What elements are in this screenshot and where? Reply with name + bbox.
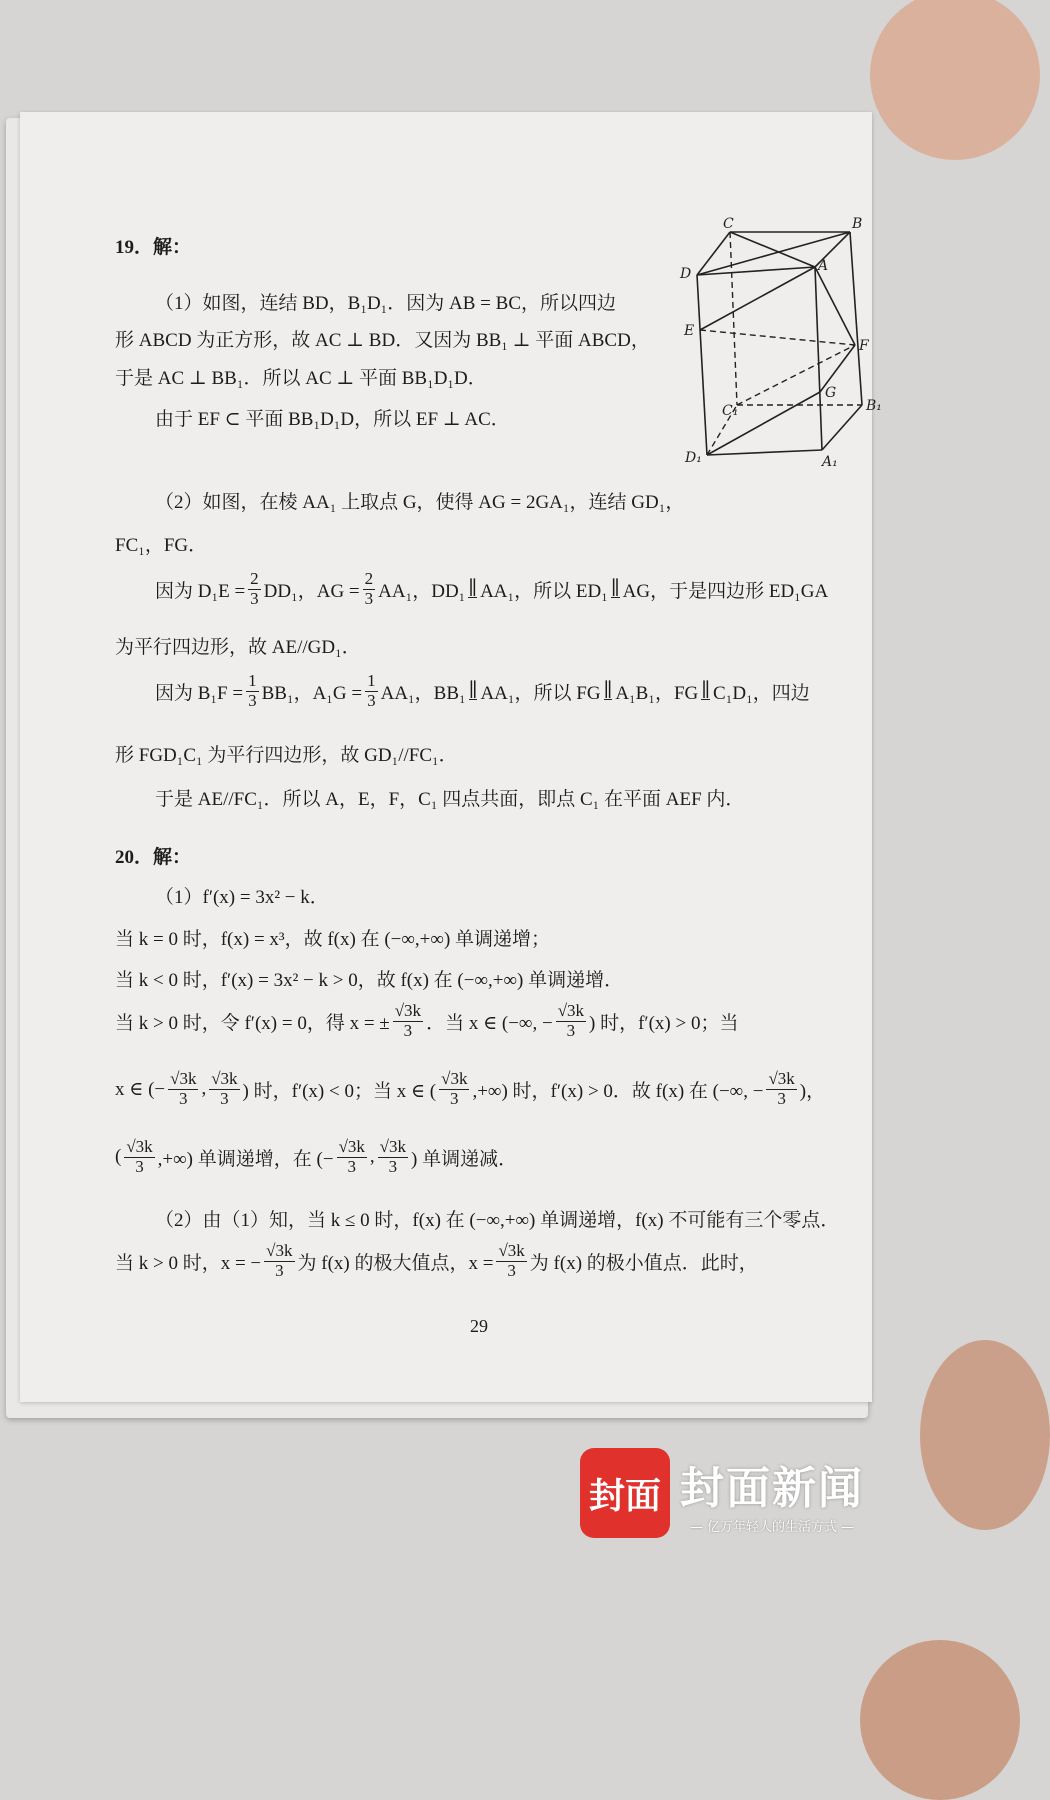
logo-badge: 封面 <box>580 1448 670 1538</box>
label-G: G <box>825 385 837 401</box>
text-run: 当 k < 0 时，f′(x) = 3x² − k > 0，故 f(x) 在 (−∞,+∞) 单调递增． <box>115 970 624 991</box>
q19-line <box>155 288 616 315</box>
denominator: 3 <box>777 1088 786 1108</box>
fraction <box>337 1138 367 1176</box>
numerator: √3k <box>441 1069 468 1088</box>
label-A1: A₁ <box>822 454 838 470</box>
q19-line <box>155 570 828 608</box>
q20-line <box>115 965 623 992</box>
numerator: 2 <box>364 569 374 588</box>
label-D1: D₁ <box>685 450 702 466</box>
text-run: AA₁，所以 FG <box>480 682 601 704</box>
fraction <box>766 1070 796 1108</box>
denominator: 3 <box>347 1156 356 1176</box>
denominator: 3 <box>388 1156 398 1176</box>
text-run: 于是 AE//FC₁．所以 A，E，F，C₁ 四点共面，即点 C₁ 在平面 AEF 内． <box>155 789 745 810</box>
q20-line <box>155 882 329 909</box>
label-C1: C₁ <box>722 403 739 419</box>
text-run: 当 k = 0 时，f(x) = x³，故 f(x) 在 (−∞,+∞) 单调递增； <box>115 929 551 950</box>
fraction <box>496 1242 526 1280</box>
denominator: 3 <box>450 1088 459 1108</box>
denominator: 3 <box>250 588 259 608</box>
numerator: 1 <box>248 671 257 690</box>
text-run: C₁D₁，四边 <box>713 682 810 704</box>
text-run: 于是 AC ⊥ BB₁．所以 AC ⊥ 平面 BB₁D₁D． <box>115 368 487 389</box>
denominator: 3 <box>364 588 374 608</box>
text-run: ) 时，f′(x) < 0；当 x ∈ ( <box>242 1080 437 1102</box>
q20-line <box>115 1138 517 1176</box>
finger-right <box>920 1340 1050 1530</box>
label-D: D <box>680 266 692 282</box>
text-run: （1）如图，连结 BD，B₁D₁．因为 AB = BC，所以四边 <box>155 293 616 314</box>
text-run: 当 k > 0 时，令 f′(x) = 0，得 x = ± <box>115 1012 390 1034</box>
numerator: √3k <box>266 1241 293 1260</box>
text-run: （2）如图，在棱 AA₁ 上取点 G，使得 AG = 2GA₁，连结 GD₁， <box>155 492 685 513</box>
fraction <box>365 672 378 710</box>
q19-line <box>155 404 510 431</box>
text-run: AA₁，DD₁ <box>378 580 466 602</box>
label-E: E <box>684 323 695 339</box>
q20-heading: 20．解： <box>115 847 192 868</box>
fraction <box>378 1138 408 1176</box>
numerator: √3k <box>126 1137 153 1156</box>
denominator: 3 <box>275 1260 284 1280</box>
fraction <box>393 1002 423 1040</box>
text-run: （1）f′(x) = 3x² − k． <box>155 887 329 908</box>
finger-bottom-right <box>860 1640 1020 1800</box>
denominator: 3 <box>179 1088 188 1108</box>
numerator: √3k <box>338 1137 365 1156</box>
text-run: 当 k > 0 时，x = − <box>115 1252 262 1274</box>
text-run: 形 FGD₁C₁ 为平行四边形，故 GD₁//FC₁． <box>115 745 458 766</box>
text-run: , <box>369 1146 375 1168</box>
q19-line <box>155 487 684 514</box>
parallel-equal-symbol: ∥ <box>701 680 711 702</box>
text-run: 因为 B₁F = <box>155 682 244 704</box>
thumb-top-right <box>870 0 1040 160</box>
denominator: 3 <box>248 690 257 710</box>
label-B: B <box>852 216 863 232</box>
label-C: C <box>723 216 734 232</box>
fraction <box>248 570 261 608</box>
text-run: , <box>201 1078 207 1100</box>
q20-line <box>155 1205 839 1232</box>
fraction <box>439 1070 469 1108</box>
q19-line <box>155 784 744 811</box>
page-number: 29 <box>470 1316 488 1336</box>
denominator: 3 <box>220 1088 229 1108</box>
numerator: √3k <box>498 1241 525 1260</box>
denominator: 3 <box>367 690 376 710</box>
watermark-logo <box>580 1448 864 1538</box>
text-run: BB₁，A₁G = <box>261 682 363 704</box>
q20-line <box>115 1070 825 1108</box>
q19-line <box>155 672 810 710</box>
text-run: AA₁，所以 ED₁ <box>480 580 608 602</box>
numerator: √3k <box>768 1069 795 1088</box>
numerator: √3k <box>379 1137 406 1156</box>
text-run: 为 f(x) 的极大值点，x = <box>297 1252 494 1274</box>
fraction <box>363 570 376 608</box>
q20-line <box>115 924 550 951</box>
numerator: √3k <box>170 1069 197 1088</box>
numerator: √3k <box>211 1069 238 1088</box>
q19-line <box>115 363 487 390</box>
text-run: 因为 D₁E = <box>155 580 246 602</box>
fraction <box>209 1070 239 1108</box>
label-A: A <box>818 258 829 274</box>
numerator: √3k <box>557 1001 585 1020</box>
denominator: 3 <box>566 1020 576 1040</box>
fraction <box>168 1070 198 1108</box>
parallel-equal-symbol: ∥ <box>603 680 613 702</box>
text-run: 为平行四边形，故 AE//GD₁． <box>115 637 361 658</box>
q19-line <box>115 740 458 767</box>
text-run: ,+∞) 单调递增，在 (− <box>157 1148 334 1170</box>
fraction <box>264 1242 294 1280</box>
fraction <box>246 672 259 710</box>
denominator: 3 <box>507 1260 516 1280</box>
text-run: ) 单调递减． <box>411 1148 518 1170</box>
numerator: 2 <box>250 569 259 588</box>
label-F: F <box>859 338 869 354</box>
denominator: 3 <box>135 1156 144 1176</box>
text-run: ．当 x ∈ (−∞, − <box>426 1012 553 1034</box>
text-run: AG，于是四边形 ED₁GA <box>622 580 829 602</box>
text-run: ( <box>115 1146 122 1168</box>
text-run: 形 ABCD 为正方形，故 AC ⊥ BD．又因为 BB₁ ⊥ 平面 ABCD， <box>115 330 650 351</box>
q20-line <box>115 1242 758 1280</box>
q20-line <box>115 1002 738 1040</box>
fraction <box>556 1002 586 1040</box>
text-run: ) 时，f′(x) > 0；当 <box>589 1012 739 1034</box>
q19-line <box>115 632 361 659</box>
text-run: 由于 EF ⊂ 平面 BB₁D₁D，所以 EF ⊥ AC． <box>155 409 510 430</box>
document-page <box>20 112 882 1402</box>
numerator: √3k <box>394 1001 422 1020</box>
text-run: 为 f(x) 的极小值点．此时， <box>529 1252 758 1274</box>
text-run: x ∈ (− <box>115 1078 166 1100</box>
parallel-equal-symbol: ∥ <box>468 680 478 702</box>
q19-line <box>115 530 207 557</box>
text-run: AA₁，BB₁ <box>380 682 466 704</box>
denominator: 3 <box>403 1020 413 1040</box>
q19-heading: 19．解： <box>115 237 192 258</box>
text-run: )， <box>799 1080 826 1102</box>
text-run: A₁B₁，FG <box>615 682 699 704</box>
text-run: （2）由（1）知，当 k ≤ 0 时，f(x) 在 (−∞,+∞) 单调递增，f(x) 不可能有三个零点． <box>155 1210 840 1231</box>
text-run: ,+∞) 时，f′(x) > 0．故 f(x) 在 (−∞, − <box>472 1080 764 1102</box>
fraction <box>124 1138 154 1176</box>
parallel-equal-symbol: ∥ <box>610 578 620 600</box>
label-B1: B₁ <box>866 398 882 414</box>
prism-figure <box>650 212 880 472</box>
logo-slogan: — 亿万年轻人的生活方式 — <box>689 1519 855 1535</box>
logo-name: 封面新闻 <box>680 1462 864 1514</box>
text-run: DD₁，AG = <box>263 580 360 602</box>
text-run: FC₁，FG． <box>115 535 208 556</box>
numerator: 1 <box>367 671 376 690</box>
q19-line <box>115 325 650 352</box>
parallel-equal-symbol: ∥ <box>468 578 478 600</box>
